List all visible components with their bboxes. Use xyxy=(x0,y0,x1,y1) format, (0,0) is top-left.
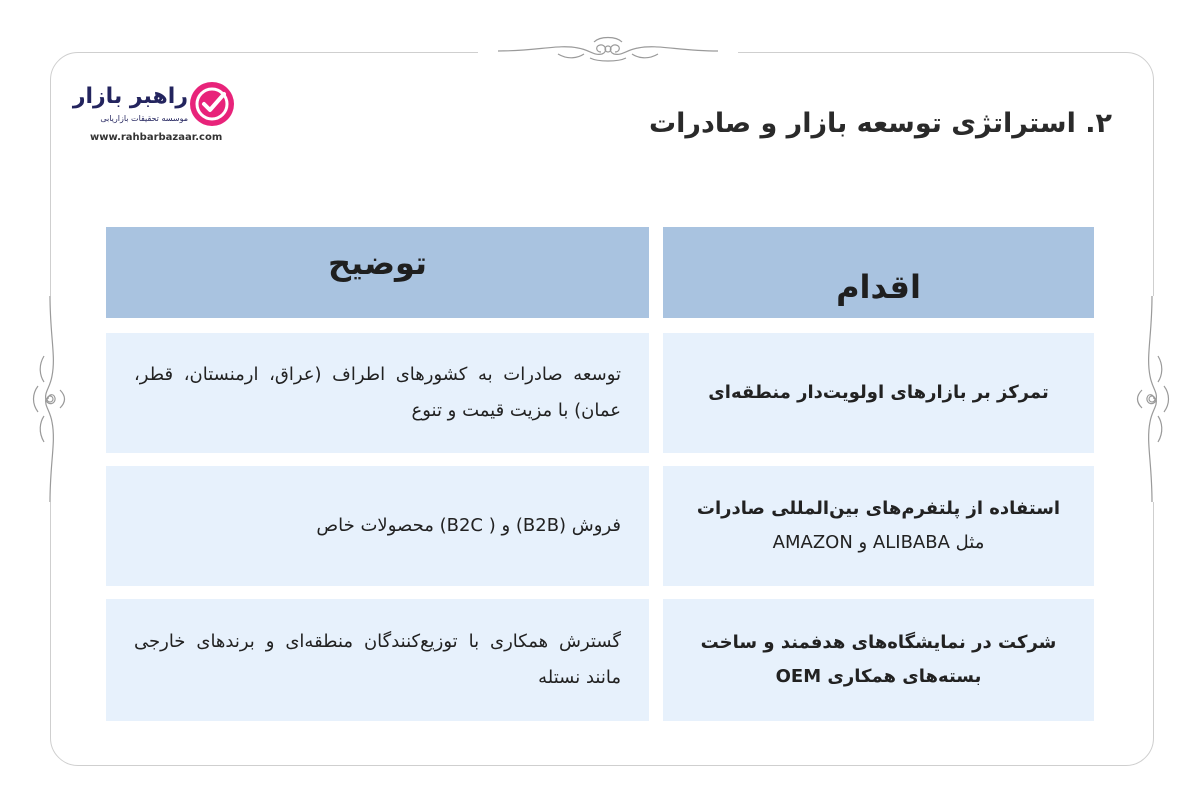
checkmark-icon xyxy=(190,82,234,126)
action-text-bold: استفاده از پلتفرم‌های بین‌المللی صادرات xyxy=(696,498,1061,519)
header-description-label: توضیح xyxy=(327,243,428,282)
table-cell-description xyxy=(106,333,649,453)
table-cell-description xyxy=(106,466,649,586)
table-cell-action xyxy=(663,333,1094,453)
strategy-table xyxy=(106,227,1094,721)
top-ornament-icon xyxy=(498,34,718,64)
action-text: تمرکز بر بازارهای اولویت‌دار منطقه‌ای xyxy=(708,382,1049,403)
right-ornament-icon xyxy=(1132,296,1172,502)
description-text: گسترش همکاری با توزیع‌کنندگان منطقه‌ای و برندهای خارجی مانند نستله xyxy=(134,631,621,688)
action-text: شرکت در نمایشگاه‌های هدفمند و ساخت بسته‌های همکاری OEM xyxy=(700,632,1057,687)
table-cell-description xyxy=(106,599,649,721)
left-ornament-icon xyxy=(30,296,70,502)
brand-name: راهبر بازار xyxy=(72,84,188,109)
page-title: ۲. استراتژی توسعه بازار و صادرات xyxy=(649,108,1112,139)
table-cell-action xyxy=(663,599,1094,721)
brand-tagline: موسسه تحقیقات بازاریابی xyxy=(100,114,188,123)
header-action xyxy=(663,227,1094,318)
brand-url: www.rahbarbazaar.com xyxy=(90,132,223,143)
brand-logo[interactable] xyxy=(72,82,246,148)
header-action-label: اقدام xyxy=(836,267,921,306)
action-text-normal: مثل ALIBABA و AMAZON xyxy=(772,532,985,553)
table-cell-action xyxy=(663,466,1094,586)
description-text: فروش (B2B) و ( B2C) محصولات خاص xyxy=(316,515,621,536)
header-description xyxy=(106,227,649,318)
description-text: توسعه صادرات به کشورهای اطراف (عراق، ارمنستان، قطر، عمان) با مزیت قیمت و تنوع xyxy=(134,364,621,421)
action-text xyxy=(663,492,1094,560)
